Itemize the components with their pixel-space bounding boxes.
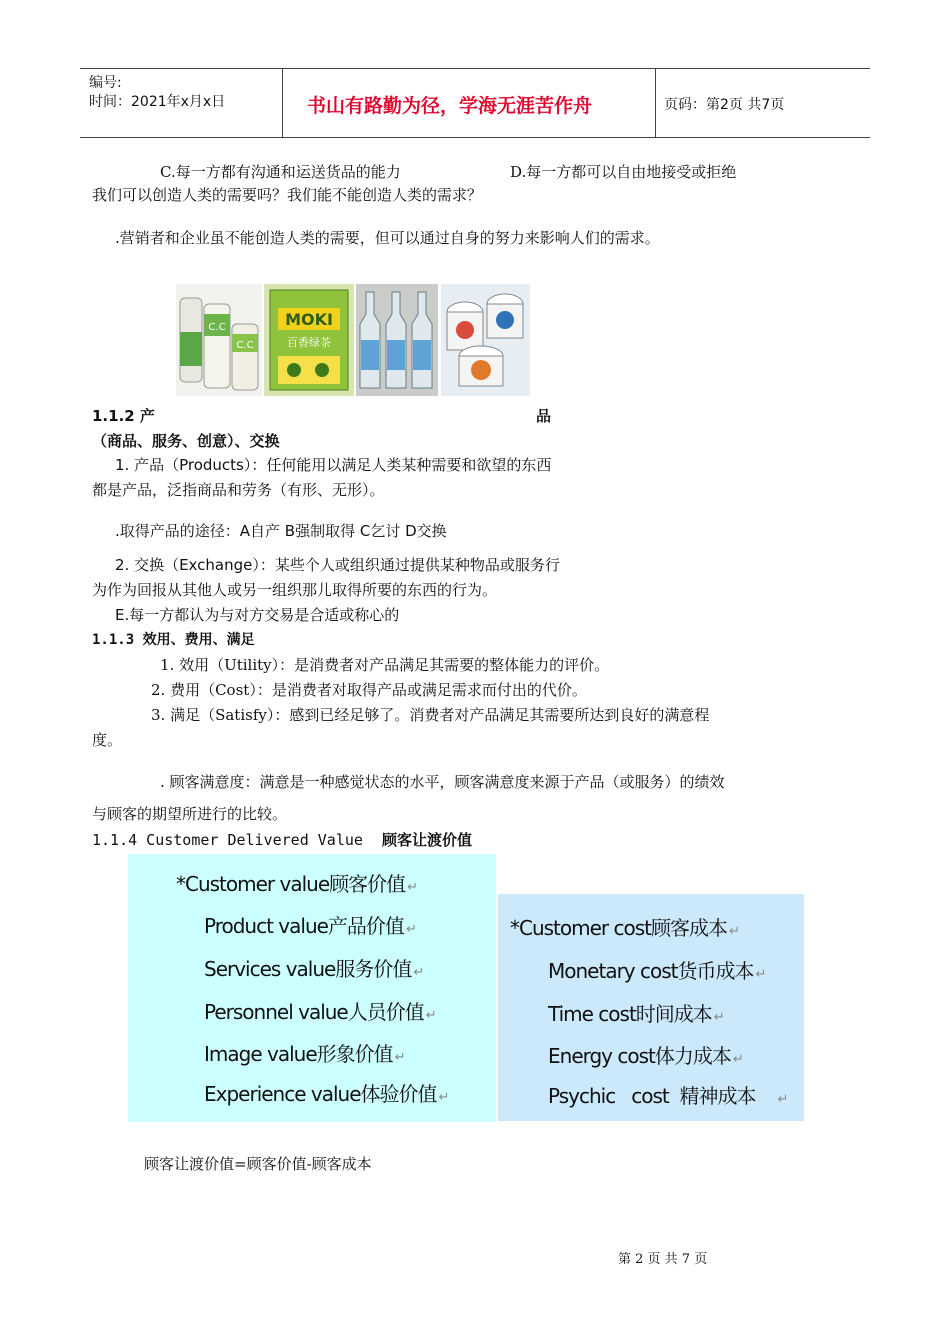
cups-illustration xyxy=(441,284,530,396)
customer-value-title: *Customer value顾客价值 ↵ xyxy=(176,872,418,896)
page-header xyxy=(80,68,870,138)
customer-value-item: Experience value体验价值 ↵ xyxy=(204,1082,449,1106)
customer-value-item: Product value产品价值 ↵ xyxy=(204,914,416,938)
section-112-heading: 1.1.2 产 xyxy=(92,407,155,425)
header-page-cell xyxy=(656,69,870,137)
products-definition-line2: 都是产品，泛指商品和劳务（有形、无形）。 xyxy=(92,481,385,499)
satisfy-definition-line1: 3. 满足（Satisfy）：感到已经足够了。消费者对产品满足其需要所达到良好的满意程 xyxy=(151,706,710,724)
moki-brand: MOKI xyxy=(285,310,333,329)
customer-value-item: Image value形象价值 ↵ xyxy=(204,1042,405,1066)
moki-carton-illustration xyxy=(264,284,354,396)
section-114-chinese: 顾客让渡价值 xyxy=(381,831,472,849)
time-label: 时间：2021年x月x日 xyxy=(89,94,226,110)
section-113-heading: 1.1.3 效用、费用、满足 xyxy=(92,632,255,648)
satisfaction-line1: . 顾客满意度：满意是一种感觉状态的水平，顾客满意度来源于产品（或服务）的绩效 xyxy=(160,773,725,791)
answer-text: .营销者和企业虽不能创造人类的需要，但可以通过自身的努力来影响人们的需求。 xyxy=(115,229,660,247)
customer-cost-item: Psychic cost 精神成本 ↵ xyxy=(548,1084,788,1108)
moki-subtitle: 百香绿茶 xyxy=(287,336,331,349)
customer-cost-item: Monetary cost货币成本 ↵ xyxy=(548,959,766,983)
acquire-ways: .取得产品的途径：A自产 B强制取得 C乞讨 D交换 xyxy=(115,522,447,540)
option-c: C.每一方都有沟通和运送货品的能力 xyxy=(160,163,401,181)
cost-definition: 2. 费用（Cost）：是消费者对取得产品或满足需求而付出的代价。 xyxy=(151,681,587,699)
customer-value-item: Services value服务价值 ↵ xyxy=(204,957,424,981)
delivered-value-formula: 顾客让渡价值=顾客价值-顾客成本 xyxy=(144,1155,372,1173)
motto: 书山有路勤为径，学海无涯苦作舟 xyxy=(307,95,593,117)
cc-label-1: C.C xyxy=(208,322,226,333)
product-photo-moki xyxy=(264,284,354,396)
customer-cost-item: Time cost时间成本 ↵ xyxy=(548,1002,724,1026)
section-112-heading-end: 品 xyxy=(536,407,552,425)
product-photo-cans xyxy=(176,284,262,396)
customer-cost-box xyxy=(498,894,804,1121)
products-definition-line1: 1. 产品（Products）：任何能用以满足人类某种需要和欲望的东西 xyxy=(115,456,552,474)
section-114-heading xyxy=(92,829,472,850)
header-info-cell xyxy=(80,69,283,137)
utility-definition: 1. 效用（Utility）：是消费者对产品满足其需要的整体能力的评价。 xyxy=(160,656,610,674)
satisfy-definition-line2: 度。 xyxy=(92,731,123,749)
header-page-label: 页码：第2页 共7页 xyxy=(664,97,785,113)
question-text: 我们可以创造人类的需要吗？我们能不能创造人类的需求？ xyxy=(92,186,483,204)
product-photo-bottles xyxy=(356,284,438,396)
section-114-english: 1.1.4 Customer Delivered Value xyxy=(92,831,363,849)
customer-value-box xyxy=(128,854,496,1122)
number-label: 编号: xyxy=(89,75,122,91)
option-d: D.每一方都可以自由地接受或拒绝 xyxy=(510,163,737,181)
exchange-definition-line2: 为作为回报从其他人或另一组织那儿取得所要的东西的行为。 xyxy=(92,581,498,599)
customer-cost-item: Energy cost体力成本 ↵ xyxy=(548,1044,743,1068)
section-112-subheading: （商品、服务、创意）、交换 xyxy=(92,432,280,450)
option-e: E.每一方都认为与对方交易是合适或称心的 xyxy=(115,606,400,624)
product-photo-cups xyxy=(441,284,530,396)
footer-page-number: 第 2 页 共 7 页 xyxy=(618,1252,708,1267)
bottles-illustration xyxy=(356,284,438,396)
customer-value-item: Personnel value人员价值 ↵ xyxy=(204,1000,436,1024)
cc-label-2: C.C xyxy=(236,340,254,351)
cans-illustration xyxy=(176,284,262,396)
satisfaction-line2: 与顾客的期望所进行的比较。 xyxy=(92,805,288,823)
customer-cost-title: *Customer cost顾客成本 ↵ xyxy=(510,916,739,940)
exchange-definition-line1: 2. 交换（Exchange）：某些个人或组织通过提供某种物品或服务行 xyxy=(115,556,560,574)
header-motto-cell xyxy=(283,69,656,137)
